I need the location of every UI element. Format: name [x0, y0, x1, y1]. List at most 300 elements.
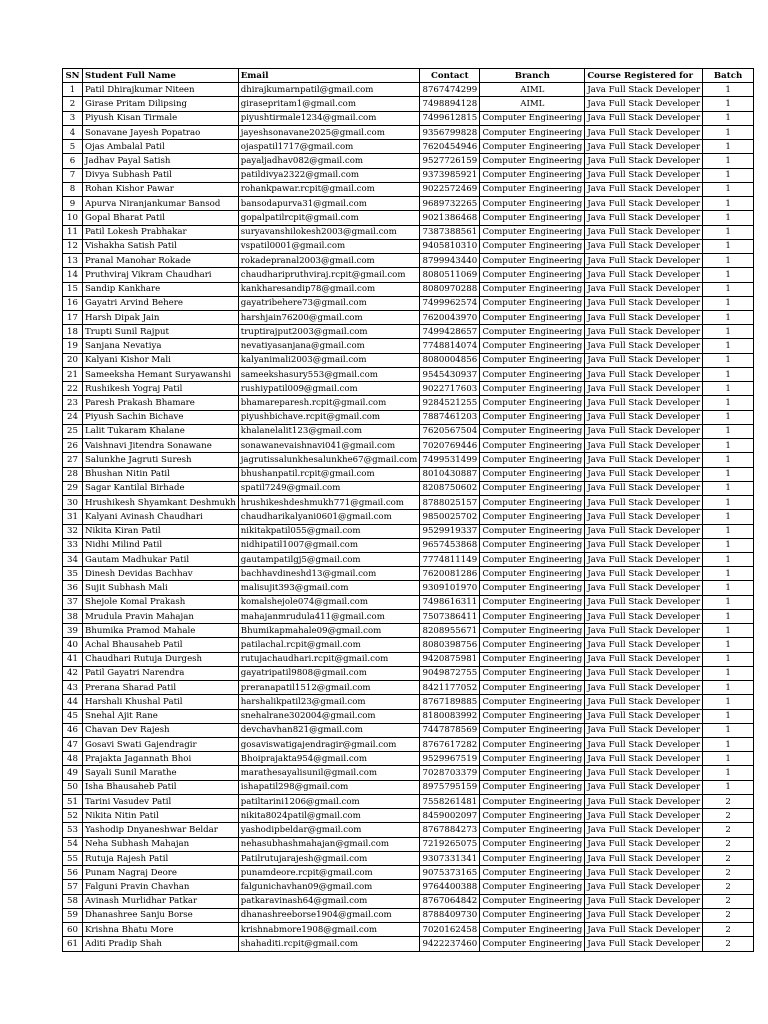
header-contact: Contact	[420, 69, 480, 83]
cell-email: kankharesandip78@gmail.com	[238, 282, 420, 296]
cell-branch: Computer Engineering	[480, 154, 585, 168]
cell-student-name: Prerana Sharad Patil	[83, 681, 239, 695]
cell-batch: 1	[703, 481, 754, 495]
cell-batch: 2	[703, 880, 754, 894]
cell-email: punamdeore.rcpit@gmail.com	[238, 866, 420, 880]
cell-sn: 32	[63, 524, 83, 538]
cell-contact: 9529967519	[420, 752, 480, 766]
cell-student-name: Gayatri Arvind Behere	[83, 296, 239, 310]
cell-course: Java Full Stack Developer	[585, 837, 703, 851]
cell-branch: Computer Engineering	[480, 794, 585, 808]
cell-email: jagrutissalunkhesalunkhe67@gmail.com	[238, 453, 420, 467]
cell-branch: Computer Engineering	[480, 339, 585, 353]
cell-student-name: Falguni Pravin Chavhan	[83, 880, 239, 894]
cell-email: payaljadhav082@gmail.com	[238, 154, 420, 168]
cell-batch: 1	[703, 396, 754, 410]
cell-batch: 1	[703, 367, 754, 381]
cell-email: kalyanimali2003@gmail.com	[238, 353, 420, 367]
cell-contact: 9529919337	[420, 524, 480, 538]
cell-student-name: Salunkhe Jagruti Suresh	[83, 453, 239, 467]
cell-course: Java Full Stack Developer	[585, 752, 703, 766]
table-row	[63, 552, 754, 566]
table-row	[63, 652, 754, 666]
cell-branch: Computer Engineering	[480, 666, 585, 680]
cell-student-name: Avinash Murlidhar Patkar	[83, 894, 239, 908]
cell-branch: Computer Engineering	[480, 410, 585, 424]
cell-email: nikita8024patil@gmail.com	[238, 809, 420, 823]
cell-contact: 7499962574	[420, 296, 480, 310]
cell-email: Bhoiprajakta954@gmail.com	[238, 752, 420, 766]
table-row	[63, 723, 754, 737]
cell-email: Patilrutujarajesh@gmail.com	[238, 851, 420, 865]
cell-email: gautampatilgj5@gmail.com	[238, 552, 420, 566]
cell-email: krishnabmore1908@gmail.com	[238, 923, 420, 937]
cell-sn: 34	[63, 552, 83, 566]
cell-contact: 9022717603	[420, 382, 480, 396]
cell-student-name: Patil Dhirajkumar Niteen	[83, 83, 239, 97]
cell-student-name: Harsh Dipak Jain	[83, 310, 239, 324]
cell-sn: 6	[63, 154, 83, 168]
table-row	[63, 83, 754, 97]
cell-sn: 20	[63, 353, 83, 367]
table-row	[63, 681, 754, 695]
cell-batch: 1	[703, 552, 754, 566]
cell-student-name: Hrushikesh Shyamkant Deshmukh	[83, 496, 239, 510]
cell-student-name: Dhanashree Sanju Borse	[83, 908, 239, 922]
cell-course: Java Full Stack Developer	[585, 254, 703, 268]
cell-contact: 7219265075	[420, 837, 480, 851]
header-batch: Batch	[703, 69, 754, 83]
table-row	[63, 197, 754, 211]
cell-branch: Computer Engineering	[480, 239, 585, 253]
cell-course: Java Full Stack Developer	[585, 496, 703, 510]
cell-sn: 57	[63, 880, 83, 894]
cell-batch: 2	[703, 908, 754, 922]
cell-contact: 7387388561	[420, 225, 480, 239]
cell-batch: 1	[703, 296, 754, 310]
cell-contact: 8799943440	[420, 254, 480, 268]
cell-course: Java Full Stack Developer	[585, 780, 703, 794]
cell-contact: 9309101970	[420, 581, 480, 595]
cell-contact: 8080004856	[420, 353, 480, 367]
cell-contact: 8767617282	[420, 738, 480, 752]
cell-student-name: Patil Gayatri Narendra	[83, 666, 239, 680]
cell-sn: 50	[63, 780, 83, 794]
cell-sn: 53	[63, 823, 83, 837]
cell-sn: 46	[63, 723, 83, 737]
cell-course: Java Full Stack Developer	[585, 652, 703, 666]
cell-batch: 1	[703, 83, 754, 97]
cell-contact: 8421177052	[420, 681, 480, 695]
cell-student-name: Gopal Bharat Patil	[83, 211, 239, 225]
cell-contact: 8788025157	[420, 496, 480, 510]
cell-email: falgunichavhan09@gmail.com	[238, 880, 420, 894]
cell-course: Java Full Stack Developer	[585, 923, 703, 937]
cell-sn: 60	[63, 923, 83, 937]
cell-batch: 2	[703, 809, 754, 823]
cell-student-name: Aditi Pradip Shah	[83, 937, 239, 951]
cell-sn: 13	[63, 254, 83, 268]
cell-branch: Computer Engineering	[480, 638, 585, 652]
cell-student-name: Pruthviraj Vikram Chaudhari	[83, 268, 239, 282]
cell-student-name: Dinesh Devidas Bachhav	[83, 567, 239, 581]
cell-student-name: Vishakha Satish Patil	[83, 239, 239, 253]
cell-batch: 1	[703, 439, 754, 453]
cell-contact: 8180083992	[420, 709, 480, 723]
cell-branch: Computer Engineering	[480, 111, 585, 125]
cell-course: Java Full Stack Developer	[585, 97, 703, 111]
cell-batch: 1	[703, 709, 754, 723]
cell-course: Java Full Stack Developer	[585, 552, 703, 566]
cell-course: Java Full Stack Developer	[585, 197, 703, 211]
cell-email: rokadepranal2003@gmail.com	[238, 254, 420, 268]
cell-branch: Computer Engineering	[480, 552, 585, 566]
cell-course: Java Full Stack Developer	[585, 894, 703, 908]
cell-student-name: Bhumika Pramod Mahale	[83, 624, 239, 638]
cell-email: harshalikpatil23@gmail.com	[238, 695, 420, 709]
cell-email: bhamareparesh.rcpit@gmail.com	[238, 396, 420, 410]
table-row	[63, 182, 754, 196]
cell-course: Java Full Stack Developer	[585, 83, 703, 97]
cell-course: Java Full Stack Developer	[585, 353, 703, 367]
cell-batch: 1	[703, 652, 754, 666]
cell-sn: 49	[63, 766, 83, 780]
cell-contact: 7498616311	[420, 595, 480, 609]
cell-course: Java Full Stack Developer	[585, 367, 703, 381]
cell-contact: 8208955671	[420, 624, 480, 638]
cell-student-name: Paresh Prakash Bhamare	[83, 396, 239, 410]
cell-course: Java Full Stack Developer	[585, 681, 703, 695]
cell-sn: 41	[63, 652, 83, 666]
cell-batch: 1	[703, 738, 754, 752]
cell-sn: 33	[63, 538, 83, 552]
cell-sn: 10	[63, 211, 83, 225]
cell-contact: 7507386411	[420, 609, 480, 623]
cell-sn: 3	[63, 111, 83, 125]
cell-branch: Computer Engineering	[480, 695, 585, 709]
cell-contact: 7499428657	[420, 325, 480, 339]
cell-batch: 2	[703, 866, 754, 880]
cell-batch: 2	[703, 851, 754, 865]
cell-batch: 1	[703, 182, 754, 196]
cell-email: khalanelalit123@gmail.com	[238, 424, 420, 438]
cell-course: Java Full Stack Developer	[585, 809, 703, 823]
cell-student-name: Rutuja Rajesh Patil	[83, 851, 239, 865]
cell-course: Java Full Stack Developer	[585, 581, 703, 595]
cell-student-name: Apurva Niranjankumar Bansod	[83, 197, 239, 211]
cell-sn: 21	[63, 367, 83, 381]
cell-student-name: Shejole Komal Prakash	[83, 595, 239, 609]
cell-course: Java Full Stack Developer	[585, 111, 703, 125]
cell-contact: 9405810310	[420, 239, 480, 253]
cell-sn: 44	[63, 695, 83, 709]
cell-branch: Computer Engineering	[480, 510, 585, 524]
cell-sn: 4	[63, 125, 83, 139]
cell-email: gopalpatilrcpit@gmail.com	[238, 211, 420, 225]
header-email: Email	[238, 69, 420, 83]
cell-sn: 58	[63, 894, 83, 908]
cell-student-name: Ojas Ambalal Patil	[83, 140, 239, 154]
cell-student-name: Lalit Tukaram Khalane	[83, 424, 239, 438]
cell-batch: 1	[703, 140, 754, 154]
table-row	[63, 709, 754, 723]
cell-batch: 1	[703, 609, 754, 623]
cell-branch: Computer Engineering	[480, 752, 585, 766]
table-row	[63, 524, 754, 538]
table-row	[63, 738, 754, 752]
cell-contact: 8010430887	[420, 467, 480, 481]
table-row	[63, 908, 754, 922]
cell-course: Java Full Stack Developer	[585, 467, 703, 481]
cell-email: nikitakpatil055@gmail.com	[238, 524, 420, 538]
cell-student-name: Vaishnavi Jitendra Sonawane	[83, 439, 239, 453]
cell-contact: 9307331341	[420, 851, 480, 865]
cell-batch: 2	[703, 823, 754, 837]
table-row	[63, 496, 754, 510]
cell-batch: 1	[703, 524, 754, 538]
table-row	[63, 752, 754, 766]
cell-sn: 45	[63, 709, 83, 723]
cell-branch: Computer Engineering	[480, 567, 585, 581]
cell-batch: 1	[703, 353, 754, 367]
cell-student-name: Mrudula Pravin Mahajan	[83, 609, 239, 623]
cell-batch: 2	[703, 894, 754, 908]
table-row	[63, 823, 754, 837]
student-registration-table	[62, 68, 754, 952]
cell-branch: Computer Engineering	[480, 652, 585, 666]
cell-contact: 8975795159	[420, 780, 480, 794]
table-row	[63, 154, 754, 168]
cell-email: rushiypatil009@gmail.com	[238, 382, 420, 396]
cell-course: Java Full Stack Developer	[585, 382, 703, 396]
table-row	[63, 111, 754, 125]
cell-sn: 19	[63, 339, 83, 353]
table-row	[63, 467, 754, 481]
cell-student-name: Sandip Kankhare	[83, 282, 239, 296]
cell-contact: 8767189885	[420, 695, 480, 709]
cell-sn: 35	[63, 567, 83, 581]
cell-course: Java Full Stack Developer	[585, 695, 703, 709]
cell-email: piyushtirmale1234@gmail.com	[238, 111, 420, 125]
cell-batch: 1	[703, 382, 754, 396]
cell-course: Java Full Stack Developer	[585, 595, 703, 609]
cell-contact: 9049872755	[420, 666, 480, 680]
cell-student-name: Piyush Sachin Bichave	[83, 410, 239, 424]
cell-batch: 2	[703, 794, 754, 808]
cell-batch: 1	[703, 310, 754, 324]
cell-course: Java Full Stack Developer	[585, 439, 703, 453]
cell-course: Java Full Stack Developer	[585, 140, 703, 154]
cell-email: nevatiyasanjana@gmail.com	[238, 339, 420, 353]
cell-branch: AIML	[480, 97, 585, 111]
cell-student-name: Sanjana Nevatiya	[83, 339, 239, 353]
cell-branch: Computer Engineering	[480, 396, 585, 410]
cell-email: shahaditi.rcpit@gmail.com	[238, 937, 420, 951]
cell-branch: Computer Engineering	[480, 382, 585, 396]
header-branch: Branch	[480, 69, 585, 83]
cell-student-name: Chaudhari Rutuja Durgesh	[83, 652, 239, 666]
cell-sn: 28	[63, 467, 83, 481]
cell-email: sameekshasury553@gmail.com	[238, 367, 420, 381]
cell-student-name: Trupti Sunil Rajput	[83, 325, 239, 339]
cell-email: bansodapurva31@gmail.com	[238, 197, 420, 211]
cell-course: Java Full Stack Developer	[585, 268, 703, 282]
cell-contact: 7748814074	[420, 339, 480, 353]
table-row	[63, 695, 754, 709]
cell-branch: Computer Engineering	[480, 367, 585, 381]
cell-contact: 7558261481	[420, 794, 480, 808]
cell-student-name: Nidhi Milind Patil	[83, 538, 239, 552]
cell-course: Java Full Stack Developer	[585, 524, 703, 538]
cell-branch: Computer Engineering	[480, 182, 585, 196]
cell-batch: 1	[703, 567, 754, 581]
cell-branch: Computer Engineering	[480, 780, 585, 794]
cell-sn: 54	[63, 837, 83, 851]
cell-batch: 1	[703, 453, 754, 467]
cell-email: gayatribehere73@gmail.com	[238, 296, 420, 310]
cell-sn: 37	[63, 595, 83, 609]
cell-sn: 51	[63, 794, 83, 808]
cell-batch: 1	[703, 325, 754, 339]
cell-student-name: Snehal Ajit Rane	[83, 709, 239, 723]
cell-email: hrushikeshdeshmukh771@gmail.com	[238, 496, 420, 510]
cell-contact: 8767064842	[420, 894, 480, 908]
cell-course: Java Full Stack Developer	[585, 709, 703, 723]
cell-batch: 1	[703, 467, 754, 481]
cell-contact: 9356799828	[420, 125, 480, 139]
table-row	[63, 510, 754, 524]
cell-sn: 55	[63, 851, 83, 865]
cell-branch: Computer Engineering	[480, 581, 585, 595]
cell-sn: 9	[63, 197, 83, 211]
cell-batch: 1	[703, 168, 754, 182]
table-row	[63, 353, 754, 367]
cell-contact: 9284521255	[420, 396, 480, 410]
cell-course: Java Full Stack Developer	[585, 339, 703, 353]
cell-branch: Computer Engineering	[480, 866, 585, 880]
cell-sn: 36	[63, 581, 83, 595]
cell-email: patkaravinash64@gmail.com	[238, 894, 420, 908]
table-row	[63, 410, 754, 424]
cell-contact: 7620454946	[420, 140, 480, 154]
cell-student-name: Rohan Kishor Pawar	[83, 182, 239, 196]
cell-student-name: Sonavane Jayesh Popatrao	[83, 125, 239, 139]
cell-branch: Computer Engineering	[480, 595, 585, 609]
cell-branch: Computer Engineering	[480, 282, 585, 296]
cell-sn: 48	[63, 752, 83, 766]
header-course: Course Registered for	[585, 69, 703, 83]
cell-contact: 8080970288	[420, 282, 480, 296]
cell-contact: 9657453868	[420, 538, 480, 552]
cell-student-name: Rushikesh Yograj Patil	[83, 382, 239, 396]
cell-contact: 8080398756	[420, 638, 480, 652]
cell-batch: 1	[703, 125, 754, 139]
cell-email: bachhavdineshd13@gmail.com	[238, 567, 420, 581]
cell-branch: Computer Engineering	[480, 538, 585, 552]
cell-batch: 1	[703, 211, 754, 225]
cell-contact: 9022572469	[420, 182, 480, 196]
cell-email: gayatripatil9808@gmail.com	[238, 666, 420, 680]
cell-course: Java Full Stack Developer	[585, 296, 703, 310]
cell-contact: 7020769446	[420, 439, 480, 453]
cell-email: jayeshsonavane2025@gmail.com	[238, 125, 420, 139]
cell-contact: 9422237460	[420, 937, 480, 951]
cell-contact: 7020162458	[420, 923, 480, 937]
cell-branch: Computer Engineering	[480, 424, 585, 438]
cell-contact: 7498894128	[420, 97, 480, 111]
cell-branch: Computer Engineering	[480, 624, 585, 638]
cell-email: snehalrane302004@gmail.com	[238, 709, 420, 723]
table-row	[63, 837, 754, 851]
table-row	[63, 851, 754, 865]
cell-course: Java Full Stack Developer	[585, 424, 703, 438]
cell-student-name: Nikita Kiran Patil	[83, 524, 239, 538]
cell-sn: 18	[63, 325, 83, 339]
cell-sn: 16	[63, 296, 83, 310]
cell-sn: 24	[63, 410, 83, 424]
table-header	[63, 69, 754, 83]
cell-student-name: Punam Nagraj Deore	[83, 866, 239, 880]
table-row	[63, 581, 754, 595]
cell-contact: 7499531499	[420, 453, 480, 467]
cell-course: Java Full Stack Developer	[585, 567, 703, 581]
cell-student-name: Tarini Vasudev Patil	[83, 794, 239, 808]
cell-course: Java Full Stack Developer	[585, 624, 703, 638]
cell-batch: 1	[703, 723, 754, 737]
cell-student-name: Jadhav Payal Satish	[83, 154, 239, 168]
cell-batch: 1	[703, 154, 754, 168]
cell-student-name: Prajakta Jagannath Bhoi	[83, 752, 239, 766]
cell-email: girasepritam1@gmail.com	[238, 97, 420, 111]
cell-student-name: Patil Lokesh Prabhakar	[83, 225, 239, 239]
table-row	[63, 923, 754, 937]
cell-student-name: Yashodip Dnyaneshwar Beldar	[83, 823, 239, 837]
cell-contact: 8208750602	[420, 481, 480, 495]
cell-branch: Computer Engineering	[480, 524, 585, 538]
cell-contact: 8080511069	[420, 268, 480, 282]
cell-branch: AIML	[480, 83, 585, 97]
cell-email: nidhipatil1007@gmail.com	[238, 538, 420, 552]
cell-course: Java Full Stack Developer	[585, 723, 703, 737]
cell-email: harshjain76200@gmail.com	[238, 310, 420, 324]
cell-branch: Computer Engineering	[480, 453, 585, 467]
table-row	[63, 125, 754, 139]
table-row	[63, 624, 754, 638]
cell-student-name: Achal Bhausaheb Patil	[83, 638, 239, 652]
cell-branch: Computer Engineering	[480, 467, 585, 481]
cell-contact: 9527726159	[420, 154, 480, 168]
cell-contact: 9764400388	[420, 880, 480, 894]
cell-course: Java Full Stack Developer	[585, 609, 703, 623]
cell-sn: 47	[63, 738, 83, 752]
cell-batch: 1	[703, 780, 754, 794]
cell-branch: Computer Engineering	[480, 168, 585, 182]
cell-email: chaudharipruthviraj.rcpit@gmail.com	[238, 268, 420, 282]
cell-branch: Computer Engineering	[480, 254, 585, 268]
table-row	[63, 168, 754, 182]
cell-student-name: Sameeksha Hemant Suryawanshi	[83, 367, 239, 381]
cell-student-name: Harshali Khushal Patil	[83, 695, 239, 709]
cell-course: Java Full Stack Developer	[585, 908, 703, 922]
table-row	[63, 780, 754, 794]
cell-branch: Computer Engineering	[480, 225, 585, 239]
cell-course: Java Full Stack Developer	[585, 396, 703, 410]
cell-course: Java Full Stack Developer	[585, 851, 703, 865]
table-row	[63, 638, 754, 652]
cell-branch: Computer Engineering	[480, 851, 585, 865]
cell-branch: Computer Engineering	[480, 766, 585, 780]
header-row	[63, 69, 754, 83]
